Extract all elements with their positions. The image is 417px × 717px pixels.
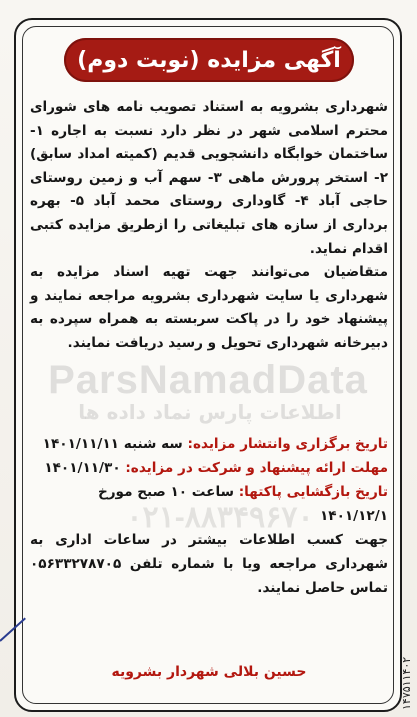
date-value: ساعت ۱۰ صبح مورخ xyxy=(97,484,234,500)
date-row-deadline xyxy=(30,456,388,480)
date-value: ۱۴۰۱/۱۱/۳۰ xyxy=(44,460,121,476)
notice-paragraph-1: شهرداری بشرویه به استناد تصویب نامه های شورای محترم اسلامی شهر در نظر دارد نسبت به اجاره ۱- ساختمان خوابگاه دانشجویی قدیم (کمیته امداد سابق) ۲- استخر پرورش ماهی ۳- سهم آب و زمین روستای حاجی آباد ۴- گاوداری روستای محمد آباد ۵- بهره برداری از سازه های تبلیغاتی را ازطریق مزایده کتبی اقدام نماید. xyxy=(30,99,388,257)
date-value: سه شنبه ۱۴۰۱/۱۱/۱۱ xyxy=(42,436,183,452)
date-row-auction xyxy=(30,432,388,456)
date-label: مهلت ارائه پیشنهاد و شرکت در مزایده: xyxy=(125,460,388,476)
title-banner xyxy=(64,38,354,82)
notice-paragraph-3: جهت کسب اطلاعات بیشتر در ساعات اداری به شهرداری مراجعه ویا با شماره تلفن ۰۵۶۳۳۲۷۸۷۰۵ تماس حاصل نمایند. xyxy=(30,532,388,596)
watermark-brand: ParsNamadData xyxy=(48,358,368,402)
watermark-brand-fa: اطلاعات پارس نماد داده ها xyxy=(78,400,342,424)
notice-body xyxy=(30,96,388,356)
watermark-phone: ۰۲۱-۸۸۳۴۹۶۷۰ xyxy=(126,501,314,534)
notice-paragraph-2: متقاضیان می‌توانند جهت تهیه اسناد مزایده به شهرداری یا سایت شهرداری بشرویه مراجعه نمایند و پیشنهاد خود را در پاکت سربسته به همراه سپرده به دبیرخانه شهرداری تحویل و رسید دریافت نمایند. xyxy=(30,264,388,351)
notice-title: آگهی مزایده (نوبت دوم) xyxy=(77,47,341,73)
dates-block xyxy=(30,432,388,600)
date-label: تاریخ برگزاری وانتشار مزایده: xyxy=(187,436,388,452)
date-row-opening xyxy=(30,480,388,504)
side-code: ۱۴۷۵۱۱۴۰۲ xyxy=(400,656,413,710)
date-row-opening-date: ۱۴۰۱/۱۲/۱ xyxy=(319,508,388,524)
date-label: تاریخ بازگشایی پاکتها: xyxy=(238,484,388,500)
signature: حسین بلالی شهردار بشرویه xyxy=(111,664,307,680)
